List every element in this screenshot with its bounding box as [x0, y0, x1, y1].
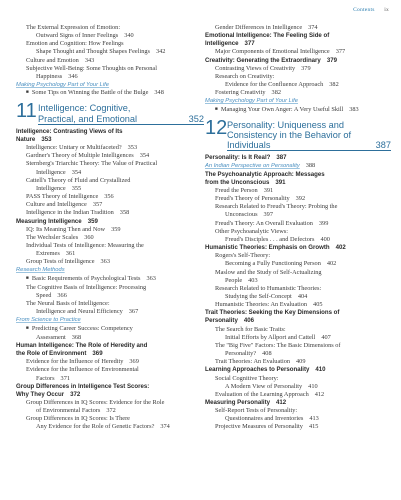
- toc-entry: [205, 407, 391, 415]
- toc-entry-text: Sternberg's Triarchic Theory: The Value of Practical: [26, 160, 158, 168]
- toc-entry: [16, 226, 204, 234]
- toc-entry-text: Culture and Intelligence: [26, 201, 87, 209]
- toc-feature-label: [16, 81, 204, 89]
- toc-feature-label: [205, 97, 391, 105]
- toc-entry: [205, 326, 391, 334]
- toc-entry: [16, 358, 204, 366]
- toc-entry-text: Research Methods: [16, 267, 65, 274]
- toc-page-number: 410: [315, 366, 326, 374]
- toc-entry-text: Trait Theories: An Evaluation: [215, 358, 291, 366]
- toc-section-heading: [205, 244, 391, 252]
- toc-page-number: 374: [160, 423, 170, 431]
- toc-entry-text: Intelligence: [36, 184, 66, 192]
- chapter-heading: [205, 116, 391, 152]
- toc-entry-text: Freud's Theory of Personality: [215, 195, 290, 203]
- toc-page-number: 402: [326, 260, 337, 268]
- chapter-number: 11: [16, 100, 37, 123]
- toc-entry-text: Making Psychology Part of Your Life: [16, 82, 110, 89]
- toc-section-heading: [16, 342, 204, 350]
- toc-page-number: 363: [100, 258, 110, 266]
- toc-page-number: 402: [335, 244, 346, 252]
- toc-entry: [205, 293, 391, 301]
- toc-page-number: 342: [155, 48, 166, 56]
- toc-entry: [16, 308, 204, 316]
- toc-page-number: 392: [295, 195, 306, 203]
- toc-page-number: 340: [124, 32, 134, 40]
- toc-entry-text: Group Tests of Intelligence: [26, 258, 95, 266]
- toc-entry: [205, 24, 391, 32]
- toc-page-number: 391: [275, 178, 286, 186]
- toc-entry-text: Projective Measures of Personality: [215, 423, 303, 431]
- toc-page-number: 403: [248, 276, 258, 284]
- toc-entry-text: Personality: [205, 317, 238, 325]
- toc-entry-text: Nature: [16, 135, 36, 143]
- toc-entry-text: ■ Some Tips on Winning the Battle of the Bulge: [26, 89, 148, 96]
- toc-entry-text: The External Expression of Emotion:: [26, 24, 121, 31]
- toc-entry: [16, 423, 204, 431]
- toc-entry: [205, 383, 391, 391]
- toc-entry-text: Freud's Disciples . . . and Defectors: [225, 235, 315, 243]
- toc-page-number: 343: [84, 56, 95, 64]
- toc-entry-text: Assessment: [36, 333, 66, 341]
- toc-section-heading: [16, 383, 204, 391]
- toc-entry-text: Self-Report Tests of Personality:: [215, 407, 298, 415]
- toc-entry-text: Making Psychology Part of Your Life: [205, 98, 299, 105]
- toc-entry: [205, 375, 391, 383]
- chapter-title-text: Practical, and Emotional: [38, 113, 138, 124]
- toc-page-number: 415: [308, 423, 319, 431]
- toc-entry-text: Rogers's Self-Theory:: [215, 252, 271, 260]
- toc-page-number: 412: [276, 399, 287, 407]
- toc-entry-text: Human Intelligence: The Role of Heredity and: [16, 341, 148, 349]
- toc-entry-text: Research Related to Humanistic Theories:: [215, 284, 322, 292]
- toc-entry-text: Extremes: [36, 250, 60, 258]
- toc-bullet-entry: [16, 275, 204, 284]
- toc-entry: [16, 334, 204, 342]
- toc-entry: [16, 407, 204, 415]
- toc-entry-text: ■ Managing Your Own Anger: A Very Useful Skill: [215, 106, 343, 113]
- toc-entry-text: Learning Approaches to Personality: [205, 366, 310, 374]
- chapter-title: [227, 120, 391, 152]
- toc-page-number: 348: [154, 89, 164, 97]
- toc-entry-text: From Science to Practice: [16, 317, 81, 324]
- toc-entry: [205, 260, 391, 268]
- toc-section-heading: [205, 32, 391, 40]
- chapter-title-text: Consistency in the Behavior of: [227, 129, 352, 140]
- toc-entry-text: Intelligence and Neural Efficiency: [36, 308, 123, 316]
- toc-entry: [16, 415, 204, 423]
- toc-entry: [205, 203, 391, 211]
- toc-entry-text: Intelligence: [205, 40, 239, 48]
- toc-entry: [16, 375, 204, 383]
- toc-entry: [16, 234, 204, 242]
- chapter-title-line: [38, 114, 204, 125]
- toc-entry-text: Outward Signs of Inner Feelings: [36, 32, 119, 40]
- toc-entry: [205, 48, 391, 56]
- toc-entry-text: of Environmental Factors: [36, 407, 101, 415]
- toc-entry-text: the Role of Environment: [16, 350, 87, 358]
- toc-entry-text: Personality?: [225, 350, 257, 358]
- toc-entry: [205, 89, 391, 97]
- toc-entry: [16, 292, 204, 300]
- toc-entry: [16, 258, 204, 266]
- toc-entry: [205, 236, 391, 244]
- chapter-title-text: Intelligence: Cognitive,: [38, 103, 131, 114]
- chapter-title-text: Personality: Uniqueness and: [227, 119, 344, 130]
- toc-page-number: 353: [127, 144, 138, 152]
- toc-entry: [205, 228, 391, 236]
- toc-page-number: 410: [308, 382, 318, 390]
- chapter-title-line: [227, 120, 391, 130]
- toc-entry-text: Becoming a Fully Functioning Person: [225, 260, 321, 268]
- toc-section-heading: [205, 179, 391, 187]
- toc-entry: [16, 57, 204, 65]
- toc-entry-text: Trait Theories: Seeking the Key Dimensions of: [205, 309, 340, 317]
- running-header: [353, 7, 389, 13]
- toc-entry-text: Subjective Well-Being: Some Thoughts on Personal: [26, 64, 157, 72]
- chapter-title-line: [227, 140, 391, 151]
- toc-entry-text: The Search for Basic Traits:: [215, 325, 286, 333]
- toc-entry-text: Intelligence: [36, 168, 66, 176]
- chapter-title-line: [38, 103, 204, 113]
- toc-page-number: 368: [71, 333, 82, 341]
- toc-bullet-entry: [205, 106, 391, 115]
- toc-entry: [205, 220, 391, 228]
- toc-entry-text: Research Related to Freud's Theory: Probing the: [215, 203, 338, 211]
- toc-page-number: 374: [308, 24, 318, 31]
- chapter-page-number: 352: [188, 113, 204, 124]
- toc-page-number: 371: [60, 374, 70, 382]
- toc-entry-text: Happiness: [36, 72, 63, 80]
- toc-entry-text: Intelligence: Contrasting Views of Its: [16, 127, 123, 135]
- toc-entry-text: Shape Thought and Thought Shapes Feelings: [36, 48, 150, 56]
- toc-page-number: 363: [146, 274, 156, 282]
- toc-feature-label: [205, 162, 391, 170]
- chapter-title: [38, 103, 204, 124]
- toc-entry: [205, 391, 391, 399]
- chapter-title-text: Individuals: [227, 140, 271, 151]
- toc-page-number: 379: [301, 64, 311, 72]
- toc-entry-text: The Cognitive Basis of Intelligence: Processing: [26, 283, 147, 291]
- toc-entry-text: An Indian Perspective on Personality: [205, 163, 300, 170]
- toc-entry: [16, 48, 204, 56]
- toc-entry: [205, 423, 391, 431]
- toc-entry: [16, 300, 204, 308]
- toc-section-heading: [205, 399, 391, 407]
- toc-entry-text: Emotion and Cognition: How Feelings: [26, 40, 124, 48]
- toc-entry-text: Evidence for the Confluence Approach: [225, 81, 324, 89]
- toc-entry-text: Cattell's Theory of Fluid and Crystallized: [26, 176, 131, 184]
- toc-entry-text: The "Big Five" Factors: The Basic Dimensions of: [215, 341, 341, 349]
- toc-entry-text: Research on Creativity:: [215, 72, 275, 80]
- toc-entry: [205, 301, 391, 309]
- toc-entry-text: The Psychoanalytic Approach: Messages: [205, 170, 325, 178]
- toc-page-number: 353: [41, 135, 52, 143]
- toc-page-number: 372: [106, 407, 116, 415]
- toc-entry-text: Gender Differences in Intelligence: [215, 24, 303, 31]
- toc-entry-text: The Neural Basis of Intelligence:: [26, 300, 110, 308]
- toc-page-number: 357: [92, 201, 103, 209]
- toc-entry-text: Group Differences in IQ Scores: Evidence for the Role: [26, 398, 165, 406]
- toc-entry-text: Why They Occur: [16, 390, 65, 398]
- toc-entry-text: Group Differences in IQ Scores: Is There: [26, 415, 130, 423]
- toc-entry-text: Gardner's Theory of Multiple Intelligences: [26, 152, 134, 160]
- toc-page-number: 408: [262, 350, 272, 358]
- toc-entry: [16, 32, 204, 40]
- toc-entry-text: Measuring Personality: [205, 399, 271, 407]
- toc-page-number: 400: [320, 235, 330, 243]
- toc-page-number: 399: [318, 219, 329, 227]
- toc-entry-text: A Modern View of Personality: [225, 382, 303, 390]
- toc-entry: [16, 193, 204, 201]
- toc-entry: [205, 252, 391, 260]
- toc-entry: [16, 65, 204, 73]
- toc-entry: [16, 152, 204, 160]
- chapter-page-number: 387: [375, 140, 391, 151]
- toc-entry: [205, 269, 391, 277]
- toc-entry: [16, 177, 204, 185]
- toc-page-number: 382: [271, 89, 281, 97]
- toc-entry: [16, 284, 204, 292]
- toc-entry-text: Unconscious: [225, 211, 258, 219]
- toc-section-heading: [205, 366, 391, 374]
- toc-entry: [16, 201, 204, 209]
- chapter-title-line: [227, 130, 391, 140]
- toc-entry-text: Individual Tests of Intelligence: Measuring the: [26, 242, 144, 249]
- toc-entry: [205, 342, 391, 350]
- toc-entry: [16, 185, 204, 193]
- toc-entry: [16, 144, 204, 152]
- toc-entry: [205, 73, 391, 81]
- toc-bullet-entry: [16, 89, 204, 98]
- toc-entry: [205, 277, 391, 285]
- toc-entry: [205, 211, 391, 219]
- toc-entry-text: Intelligence in the Indian Tradition: [26, 209, 114, 217]
- toc-page-number: 391: [263, 186, 274, 194]
- toc-entry: [16, 160, 204, 168]
- toc-entry-text: Initial Efforts by Allport and Cattell: [225, 333, 316, 341]
- chapter-number: 12: [205, 116, 228, 139]
- toc-entry-text: Humanistic Theories: An Evaluation: [215, 301, 308, 309]
- toc-entry: [16, 366, 204, 374]
- toc-feature-label: [16, 316, 204, 324]
- toc-entry: [205, 65, 391, 73]
- toc-section-heading: [205, 57, 391, 65]
- toc-page-number: 356: [104, 193, 114, 201]
- toc-entry-text: IQ: Its Meaning Then and Now: [26, 225, 106, 233]
- toc-page-number: 383: [349, 105, 359, 113]
- toc-entry-text: The Wechsler Scales: [26, 233, 79, 241]
- chapter-heading: [16, 100, 204, 124]
- toc-page-number: 405: [313, 301, 323, 309]
- toc-bullet-entry: [16, 325, 204, 334]
- toc-page-number: 397: [263, 211, 273, 219]
- toc-section-heading: [205, 309, 391, 317]
- toc-entry: [16, 169, 204, 177]
- toc-page-number: 382: [329, 81, 339, 89]
- toc-entry-text: Intelligence: Unitary or Multifaceted?: [26, 144, 122, 152]
- toc-entry: [205, 187, 391, 195]
- toc-page-number: 387: [276, 154, 287, 162]
- toc-entry-text: Maslow and the Study of Self-Actualizing: [215, 268, 322, 276]
- toc-entry: [205, 81, 391, 89]
- toc-entry-text: Freud the Person: [215, 186, 258, 194]
- running-header-label: Contents: [353, 7, 375, 13]
- toc-section-heading: [205, 154, 391, 162]
- toc-page-number: 360: [84, 233, 94, 241]
- page-number: ix: [384, 7, 389, 13]
- toc-page-number: 413: [309, 415, 319, 423]
- toc-page-number: 404: [297, 292, 308, 300]
- toc-entry-text: Questionnaires and Inventories: [225, 415, 304, 423]
- toc-page-number: 409: [296, 358, 306, 366]
- toc-section-heading: [16, 136, 204, 144]
- toc-entry-text: Creativity: Generating the Extraordinary: [205, 56, 321, 64]
- toc-entry-text: PASS Theory of Intelligence: [26, 193, 99, 201]
- toc-page-number: 369: [92, 350, 103, 358]
- toc-entry-text: Personality: Is It Real?: [205, 154, 271, 162]
- toc-feature-label: [16, 266, 204, 274]
- toc-page-number: 366: [57, 291, 67, 299]
- toc-entry-text: Speed: [36, 291, 52, 299]
- toc-page-number: 407: [321, 333, 331, 341]
- toc-entry-text: Measuring Intelligence: [16, 217, 82, 225]
- toc-page-number: 367: [128, 308, 139, 316]
- toc-entry-text: Humanistic Theories: Emphasis on Growth: [205, 244, 330, 252]
- toc-section-heading: [205, 317, 391, 325]
- toc-entry: [16, 209, 204, 217]
- toc-entry-text: Emotional Intelligence: The Feeling Side of: [205, 32, 330, 40]
- toc-section-heading: [16, 350, 204, 358]
- toc-entry-text: Fostering Creativity: [215, 89, 266, 97]
- toc-entry: [205, 334, 391, 342]
- toc-page-number: 354: [71, 168, 82, 176]
- toc-entry-text: Evidence for the Influence of Environmental: [26, 366, 139, 374]
- toc-page-number: 369: [129, 358, 139, 366]
- toc-page-number: 354: [139, 152, 150, 160]
- toc-page-number: 355: [71, 184, 82, 192]
- toc-section-heading: [205, 171, 391, 179]
- toc-entry: [16, 250, 204, 258]
- toc-entry-text: Factors: [36, 374, 55, 382]
- toc-section-heading: [16, 128, 204, 136]
- toc-entry: [16, 399, 204, 407]
- toc-entry: [205, 358, 391, 366]
- toc-section-heading: [16, 218, 204, 226]
- toc-page-number: 412: [314, 390, 325, 398]
- toc-page-number: 388: [305, 162, 316, 170]
- toc-right-column: [205, 24, 391, 432]
- toc-page-number: 372: [70, 390, 81, 398]
- toc-entry-text: Evaluation of the Learning Approach: [215, 390, 309, 398]
- toc-entry-text: Other Psychoanalytic Views:: [215, 227, 288, 235]
- toc-entry: [16, 242, 204, 250]
- toc-page-number: 359: [87, 217, 98, 225]
- toc-entry: [205, 195, 391, 203]
- toc-entry-text: Major Components of Emotional Intelligence: [215, 48, 330, 56]
- toc-entry-text: from the Unconscious: [205, 178, 270, 186]
- toc-entry: [205, 285, 391, 293]
- toc-entry-text: Evidence for the Influence of Heredity: [26, 358, 124, 366]
- toc-entry-text: ■ Predicting Career Success: Competency: [26, 325, 133, 332]
- toc-entry-text: Culture and Emotion: [26, 56, 79, 64]
- toc-page-number: 346: [68, 72, 78, 80]
- toc-entry: [205, 350, 391, 358]
- toc-entry: [16, 40, 204, 48]
- toc-page-number: 379: [326, 56, 337, 64]
- toc-entry: [205, 415, 391, 423]
- toc-page-number: 377: [244, 40, 255, 48]
- toc-page-number: 359: [111, 225, 121, 233]
- toc-entry-text: Any Evidence for the Role of Genetic Factors?: [36, 423, 155, 431]
- toc-page-number: 406: [243, 317, 255, 325]
- toc-entry: [16, 24, 204, 32]
- toc-left-column: [16, 24, 204, 432]
- toc-entry-text: Studying the Self-Concept: [225, 292, 292, 300]
- toc-section-heading: [16, 391, 204, 399]
- toc-entry: [16, 73, 204, 81]
- toc-page-number: 358: [119, 209, 130, 217]
- toc-page-number: 361: [65, 250, 76, 258]
- toc-entry-text: Social Cognitive Theory:: [215, 374, 279, 382]
- toc-entry-text: Group Differences in Intelligence Test Scores:: [16, 382, 150, 390]
- toc-entry-text: Contrasting Views of Creativity: [215, 64, 296, 72]
- toc-section-heading: [205, 40, 391, 48]
- toc-entry-text: ■ Basic Requirements of Psychological Tests: [26, 275, 140, 282]
- toc-page-number: 377: [335, 48, 346, 56]
- toc-entry-text: People: [225, 276, 243, 284]
- toc-entry-text: Freud's Theory: An Overall Evaluation: [215, 219, 313, 227]
